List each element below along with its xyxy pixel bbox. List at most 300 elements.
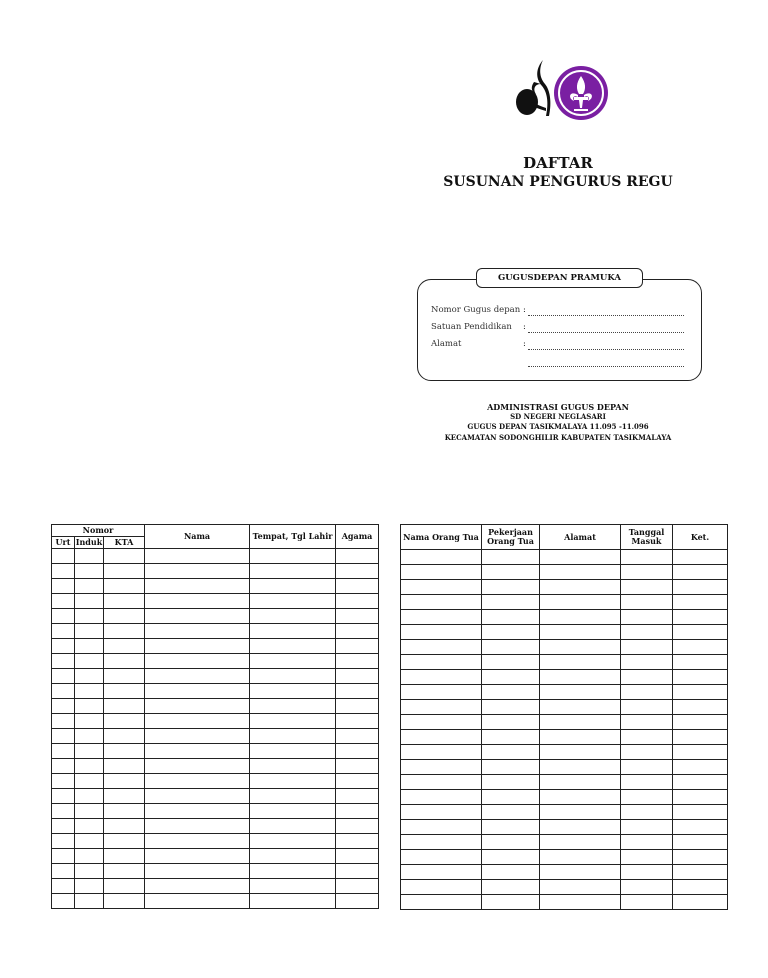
table-cell — [482, 760, 540, 775]
table-cell — [52, 594, 75, 609]
table-row — [401, 685, 728, 700]
table-cell — [104, 849, 145, 864]
table-row — [401, 880, 728, 895]
table-row — [52, 594, 379, 609]
table-cell — [75, 879, 104, 894]
table-row — [401, 715, 728, 730]
table-cell — [250, 744, 336, 759]
table-cell — [621, 760, 673, 775]
field-label: Satuan Pendidikan — [431, 322, 512, 332]
table-cell — [401, 550, 482, 565]
table-cell — [75, 744, 104, 759]
table-row — [401, 655, 728, 670]
table-row — [52, 774, 379, 789]
table-cell — [482, 625, 540, 640]
table-cell — [336, 804, 379, 819]
table-cell — [673, 730, 728, 745]
table-cell — [540, 610, 621, 625]
table-cell — [673, 775, 728, 790]
table-row — [401, 865, 728, 880]
table-cell — [145, 579, 250, 594]
table-cell — [52, 789, 75, 804]
table-row — [401, 670, 728, 685]
table-cell — [145, 699, 250, 714]
header-nama: Nama — [145, 525, 250, 549]
admin-district: KECAMATAN SODONGHILIR KABUPATEN TASIKMALAYA — [444, 433, 672, 442]
member-table-left — [51, 524, 379, 909]
table-cell — [673, 685, 728, 700]
table-cell — [75, 564, 104, 579]
table-cell — [104, 864, 145, 879]
table-cell — [621, 790, 673, 805]
table-cell — [75, 669, 104, 684]
table-cell — [621, 805, 673, 820]
table-cell — [673, 895, 728, 910]
table-cell — [482, 715, 540, 730]
table-cell — [621, 565, 673, 580]
table-row — [401, 580, 728, 595]
table-cell — [336, 789, 379, 804]
table-cell — [621, 850, 673, 865]
table-cell — [104, 549, 145, 564]
table-cell — [482, 580, 540, 595]
table-cell — [401, 565, 482, 580]
table-cell — [75, 804, 104, 819]
table-cell — [336, 849, 379, 864]
table-cell — [52, 564, 75, 579]
table-cell — [482, 655, 540, 670]
table-cell — [52, 699, 75, 714]
table-row — [52, 879, 379, 894]
table-row — [52, 549, 379, 564]
table-cell — [401, 610, 482, 625]
document-title: DAFTAR — [523, 154, 593, 172]
table-cell — [621, 730, 673, 745]
table-cell — [145, 624, 250, 639]
table-row — [52, 684, 379, 699]
table-cell — [482, 610, 540, 625]
table-cell — [336, 624, 379, 639]
table-cell — [401, 715, 482, 730]
table-cell — [336, 714, 379, 729]
table-cell — [52, 579, 75, 594]
table-row — [401, 820, 728, 835]
table-cell — [540, 775, 621, 790]
table-cell — [621, 895, 673, 910]
table-cell — [75, 609, 104, 624]
table-cell — [401, 775, 482, 790]
table-cell — [250, 849, 336, 864]
table-cell — [104, 819, 145, 834]
table-cell — [401, 745, 482, 760]
table-cell — [482, 670, 540, 685]
table-cell — [540, 820, 621, 835]
table-cell — [250, 564, 336, 579]
table-cell — [540, 880, 621, 895]
table-row — [52, 744, 379, 759]
table-cell — [401, 865, 482, 880]
header-nama-orang-tua: Nama Orang Tua — [401, 525, 482, 550]
table-cell — [104, 729, 145, 744]
table-cell — [621, 700, 673, 715]
table-cell — [75, 759, 104, 774]
fill-line — [528, 366, 684, 367]
table-cell — [104, 714, 145, 729]
table-row — [52, 714, 379, 729]
table-cell — [250, 834, 336, 849]
table-cell — [621, 880, 673, 895]
table-cell — [540, 670, 621, 685]
table-cell — [52, 819, 75, 834]
table-cell — [145, 684, 250, 699]
table-cell — [540, 580, 621, 595]
table-cell — [104, 654, 145, 669]
table-cell — [145, 714, 250, 729]
table-cell — [104, 609, 145, 624]
table-cell — [540, 700, 621, 715]
table-cell — [673, 715, 728, 730]
table-cell — [75, 579, 104, 594]
table-cell — [52, 744, 75, 759]
table-cell — [540, 790, 621, 805]
table-cell — [673, 625, 728, 640]
table-cell — [104, 579, 145, 594]
table-cell — [52, 639, 75, 654]
table-cell — [540, 655, 621, 670]
table-cell — [336, 774, 379, 789]
table-row — [52, 864, 379, 879]
table-cell — [145, 804, 250, 819]
table-cell — [250, 729, 336, 744]
table-cell — [540, 805, 621, 820]
table-cell — [104, 699, 145, 714]
table-row — [401, 625, 728, 640]
table-cell — [673, 595, 728, 610]
table-cell — [145, 564, 250, 579]
table-cell — [52, 759, 75, 774]
table-cell — [621, 775, 673, 790]
table-cell — [673, 820, 728, 835]
field-label: Nomor Gugus depan — [431, 305, 521, 315]
table-cell — [401, 880, 482, 895]
table-cell — [250, 699, 336, 714]
table-cell — [145, 654, 250, 669]
field-colon: : — [523, 339, 526, 349]
table-cell — [336, 894, 379, 909]
table-row — [401, 730, 728, 745]
table-cell — [401, 670, 482, 685]
table-cell — [482, 775, 540, 790]
table-cell — [540, 715, 621, 730]
table-cell — [621, 640, 673, 655]
table-cell — [75, 819, 104, 834]
table-cell — [482, 805, 540, 820]
table-cell — [250, 549, 336, 564]
table-row — [52, 729, 379, 744]
table-row — [401, 775, 728, 790]
table-cell — [52, 684, 75, 699]
table-cell — [75, 864, 104, 879]
table-cell — [336, 879, 379, 894]
table-cell — [621, 865, 673, 880]
table-cell — [52, 804, 75, 819]
table-cell — [75, 639, 104, 654]
table-cell — [673, 550, 728, 565]
table-cell — [540, 595, 621, 610]
table-cell — [482, 820, 540, 835]
table-cell — [673, 565, 728, 580]
table-cell — [673, 880, 728, 895]
table-cell — [336, 819, 379, 834]
table-cell — [336, 654, 379, 669]
table-cell — [401, 835, 482, 850]
table-cell — [482, 880, 540, 895]
table-cell — [621, 550, 673, 565]
table-cell — [621, 625, 673, 640]
table-cell — [673, 670, 728, 685]
table-cell — [250, 714, 336, 729]
table-cell — [75, 714, 104, 729]
table-cell — [75, 729, 104, 744]
field-label: Alamat — [431, 339, 462, 349]
table-cell — [621, 670, 673, 685]
table-cell — [75, 834, 104, 849]
table-cell — [250, 864, 336, 879]
table-cell — [482, 565, 540, 580]
table-cell — [52, 834, 75, 849]
table-cell — [540, 850, 621, 865]
table-row — [401, 565, 728, 580]
table-cell — [250, 789, 336, 804]
table-row — [401, 805, 728, 820]
table-cell — [540, 565, 621, 580]
table-cell — [104, 804, 145, 819]
table-row — [52, 564, 379, 579]
table-cell — [336, 639, 379, 654]
table-cell — [145, 669, 250, 684]
table-cell — [673, 610, 728, 625]
table-cell — [482, 730, 540, 745]
table-cell — [401, 700, 482, 715]
table-cell — [104, 639, 145, 654]
field-satuan-pendidikan — [431, 322, 523, 332]
table-cell — [52, 894, 75, 909]
document-subtitle: SUSUNAN PENGURUS REGU — [443, 174, 673, 190]
table-cell — [145, 834, 250, 849]
table-cell — [336, 684, 379, 699]
table-row — [52, 624, 379, 639]
table-cell — [75, 684, 104, 699]
table-cell — [673, 655, 728, 670]
table-cell — [401, 805, 482, 820]
admin-heading: ADMINISTRASI GUGUS DEPAN — [487, 402, 629, 412]
table-cell — [250, 609, 336, 624]
logo-group — [512, 58, 612, 122]
table-cell — [336, 549, 379, 564]
admin-gudep-number: GUGUS DEPAN TASIKMALAYA 11.095 -11.096 — [467, 422, 649, 431]
table-cell — [75, 549, 104, 564]
table-cell — [145, 639, 250, 654]
table-cell — [104, 774, 145, 789]
field-colon: : — [523, 305, 526, 315]
table-cell — [145, 819, 250, 834]
table-cell — [482, 835, 540, 850]
table-cell — [673, 850, 728, 865]
field-alamat — [431, 339, 523, 349]
table-cell — [250, 579, 336, 594]
table-cell — [75, 594, 104, 609]
table-cell — [104, 624, 145, 639]
table-cell — [482, 640, 540, 655]
table-cell — [673, 835, 728, 850]
table-cell — [52, 549, 75, 564]
table-cell — [336, 609, 379, 624]
table-cell — [401, 655, 482, 670]
table-row — [52, 654, 379, 669]
table-cell — [401, 895, 482, 910]
table-cell — [401, 640, 482, 655]
table-cell — [145, 549, 250, 564]
table-cell — [104, 684, 145, 699]
table-cell — [52, 609, 75, 624]
table-cell — [145, 864, 250, 879]
table-cell — [621, 820, 673, 835]
table-row — [401, 745, 728, 760]
table-cell — [75, 789, 104, 804]
table-cell — [621, 580, 673, 595]
header-tanggal-masuk: Tanggal Masuk — [621, 525, 673, 550]
table-row — [401, 640, 728, 655]
header-pekerjaan-orang-tua: Pekerjaan Orang Tua — [482, 525, 540, 550]
table-cell — [621, 835, 673, 850]
table-row — [52, 639, 379, 654]
table-cell — [145, 729, 250, 744]
admin-school: SD NEGERI NEGLASARI — [510, 412, 606, 421]
table-cell — [250, 684, 336, 699]
table-cell — [673, 790, 728, 805]
table-cell — [104, 744, 145, 759]
table-cell — [104, 594, 145, 609]
header-alamat: Alamat — [540, 525, 621, 550]
table-cell — [401, 760, 482, 775]
table-cell — [52, 624, 75, 639]
table-row — [401, 760, 728, 775]
table-cell — [104, 669, 145, 684]
table-cell — [336, 699, 379, 714]
table-cell — [482, 685, 540, 700]
table-cell — [336, 594, 379, 609]
table-cell — [75, 699, 104, 714]
table-cell — [145, 774, 250, 789]
table-row — [52, 609, 379, 624]
table-cell — [250, 819, 336, 834]
table-cell — [75, 894, 104, 909]
table-cell — [673, 805, 728, 820]
table-cell — [482, 595, 540, 610]
table-cell — [250, 879, 336, 894]
table-cell — [336, 864, 379, 879]
table-row — [52, 579, 379, 594]
table-row — [401, 700, 728, 715]
table-cell — [75, 849, 104, 864]
table-cell — [250, 624, 336, 639]
table-cell — [621, 655, 673, 670]
table-cell — [621, 685, 673, 700]
wosm-fleur-de-lis-icon — [554, 66, 608, 120]
table-row — [401, 610, 728, 625]
table-row — [401, 835, 728, 850]
table-cell — [104, 789, 145, 804]
header-ket: Ket. — [673, 525, 728, 550]
table-cell — [250, 669, 336, 684]
table-cell — [401, 685, 482, 700]
table-cell — [250, 774, 336, 789]
table-cell — [401, 625, 482, 640]
table-cell — [250, 654, 336, 669]
table-row — [52, 894, 379, 909]
table-row — [401, 790, 728, 805]
table-cell — [52, 879, 75, 894]
table-cell — [673, 745, 728, 760]
table-cell — [145, 894, 250, 909]
table-cell — [250, 594, 336, 609]
table-cell — [540, 835, 621, 850]
table-row — [52, 804, 379, 819]
table-cell — [145, 879, 250, 894]
header-kta: KTA — [104, 537, 145, 549]
table-cell — [52, 774, 75, 789]
table-cell — [673, 640, 728, 655]
table-cell — [621, 595, 673, 610]
table-row — [401, 850, 728, 865]
table-row — [52, 699, 379, 714]
table-cell — [673, 700, 728, 715]
table-cell — [482, 745, 540, 760]
table-cell — [621, 610, 673, 625]
table-cell — [104, 879, 145, 894]
table-cell — [75, 624, 104, 639]
table-cell — [673, 865, 728, 880]
table-cell — [540, 685, 621, 700]
header-induk: Induk — [75, 537, 103, 547]
table-cell — [482, 700, 540, 715]
table-cell — [104, 834, 145, 849]
table-cell — [621, 715, 673, 730]
table-cell — [250, 894, 336, 909]
table-cell — [401, 790, 482, 805]
table-cell — [540, 895, 621, 910]
table-row — [401, 895, 728, 910]
table-cell — [145, 609, 250, 624]
table-cell — [336, 729, 379, 744]
table-cell — [52, 849, 75, 864]
table-cell — [401, 730, 482, 745]
table-row — [401, 595, 728, 610]
table-cell — [540, 625, 621, 640]
table-row — [52, 849, 379, 864]
table-cell — [336, 579, 379, 594]
table-cell — [336, 759, 379, 774]
header-agama: Agama — [336, 525, 379, 549]
table-cell — [250, 639, 336, 654]
table-cell — [336, 564, 379, 579]
table-cell — [145, 744, 250, 759]
table-cell — [540, 640, 621, 655]
table-cell — [52, 864, 75, 879]
table-cell — [104, 894, 145, 909]
table-cell — [673, 760, 728, 775]
table-row — [52, 669, 379, 684]
